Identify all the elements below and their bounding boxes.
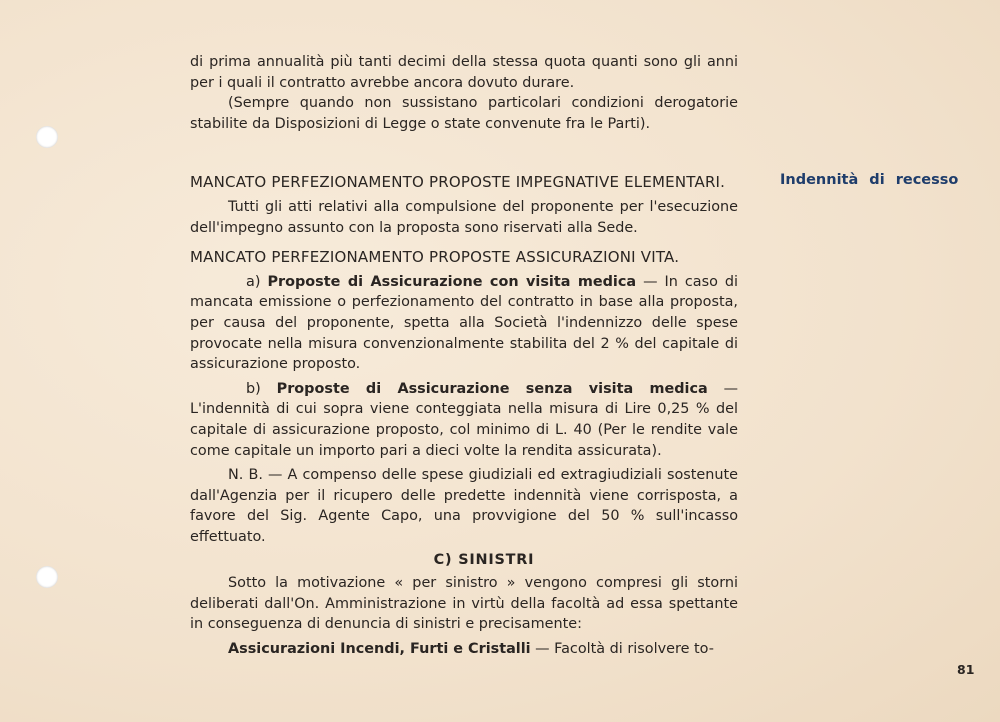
paragraph-b <box>190 379 738 461</box>
paragraph: Tutti gli atti relativi alla compulsione del proponente per l'esecuzione dell'impegno assunto con la proposta sono riservati alla Sede. <box>190 198 738 236</box>
paragraph: (Sempre quando non sussistano particolari condizioni derogatorie stabilite da Disposizioni di Legge o state convenute fra le Parti). <box>190 95 738 132</box>
paragraph-nb: N. B. — A compenso delle spese giudiziali ed extragiudiziali sostenute dall'Agenzia per il ricupero delle predette indennità viene corrisposta, a favore del Sig. Agente Capo, una provvigione del 50 % sull'incasso effettuato. <box>190 467 738 545</box>
item-title: Proposte di Assicurazione senza visita medica <box>276 380 708 397</box>
section-c-heading: C) SINISTRI <box>433 552 535 569</box>
section-heading: MANCATO PERFEZIONAMENTO PROPOSTE ASSICURAZIONI VITA. <box>190 248 680 267</box>
paragraph-a <box>190 272 738 375</box>
page-number: 81 <box>957 662 975 677</box>
punch-hole-bottom <box>36 566 58 588</box>
main-text <box>190 52 738 659</box>
paragraph: Sotto la motivazione « per sinistro » vengono compresi gli storni deliberati dall'On. Amministrazione in virtù della facoltà ad essa spettante in conseguenza di denuncia di sinistri e precisamente: <box>190 575 738 633</box>
item-title: Assicurazioni Incendi, Furti e Cristalli <box>228 640 531 657</box>
paragraph: di prima annualità più tanti decimi della stessa quota quanti sono gli anni per i quali il contratto avrebbe ancora dovuto durare. <box>190 54 738 91</box>
punch-hole-top <box>36 126 58 148</box>
item-text: — In caso di mancata emissione o perfezionamento del contratto in base alla proposta, per causa del proponente, spetta alla Società l'indennizzo delle spese provocate nella misura convenzionalmente stabilita del 2 % del capitale di assicurazione proposto. <box>190 273 739 373</box>
item-title: Proposte di Assicurazione con visita medica <box>267 273 637 290</box>
item-text: — L'indennità di cui sopra viene conteggiata nella misura di Lire 0,25 % del capitale di assicurazione proposto, col minimo di L. 40 (Per le rendite vale come capitale un importo pari a dieci volte la rendita assicurata). <box>190 380 739 459</box>
paragraph <box>190 639 738 660</box>
item-marker: a) <box>246 273 261 290</box>
section-heading: MANCATO PERFEZIONAMENTO PROPOSTE IMPEGNATIVE ELEMENTARI. <box>190 173 726 192</box>
margin-note: Indennità di recesso <box>780 172 959 188</box>
item-marker: b) <box>246 380 261 397</box>
item-text: — Facoltà di risolvere to- <box>530 640 714 657</box>
